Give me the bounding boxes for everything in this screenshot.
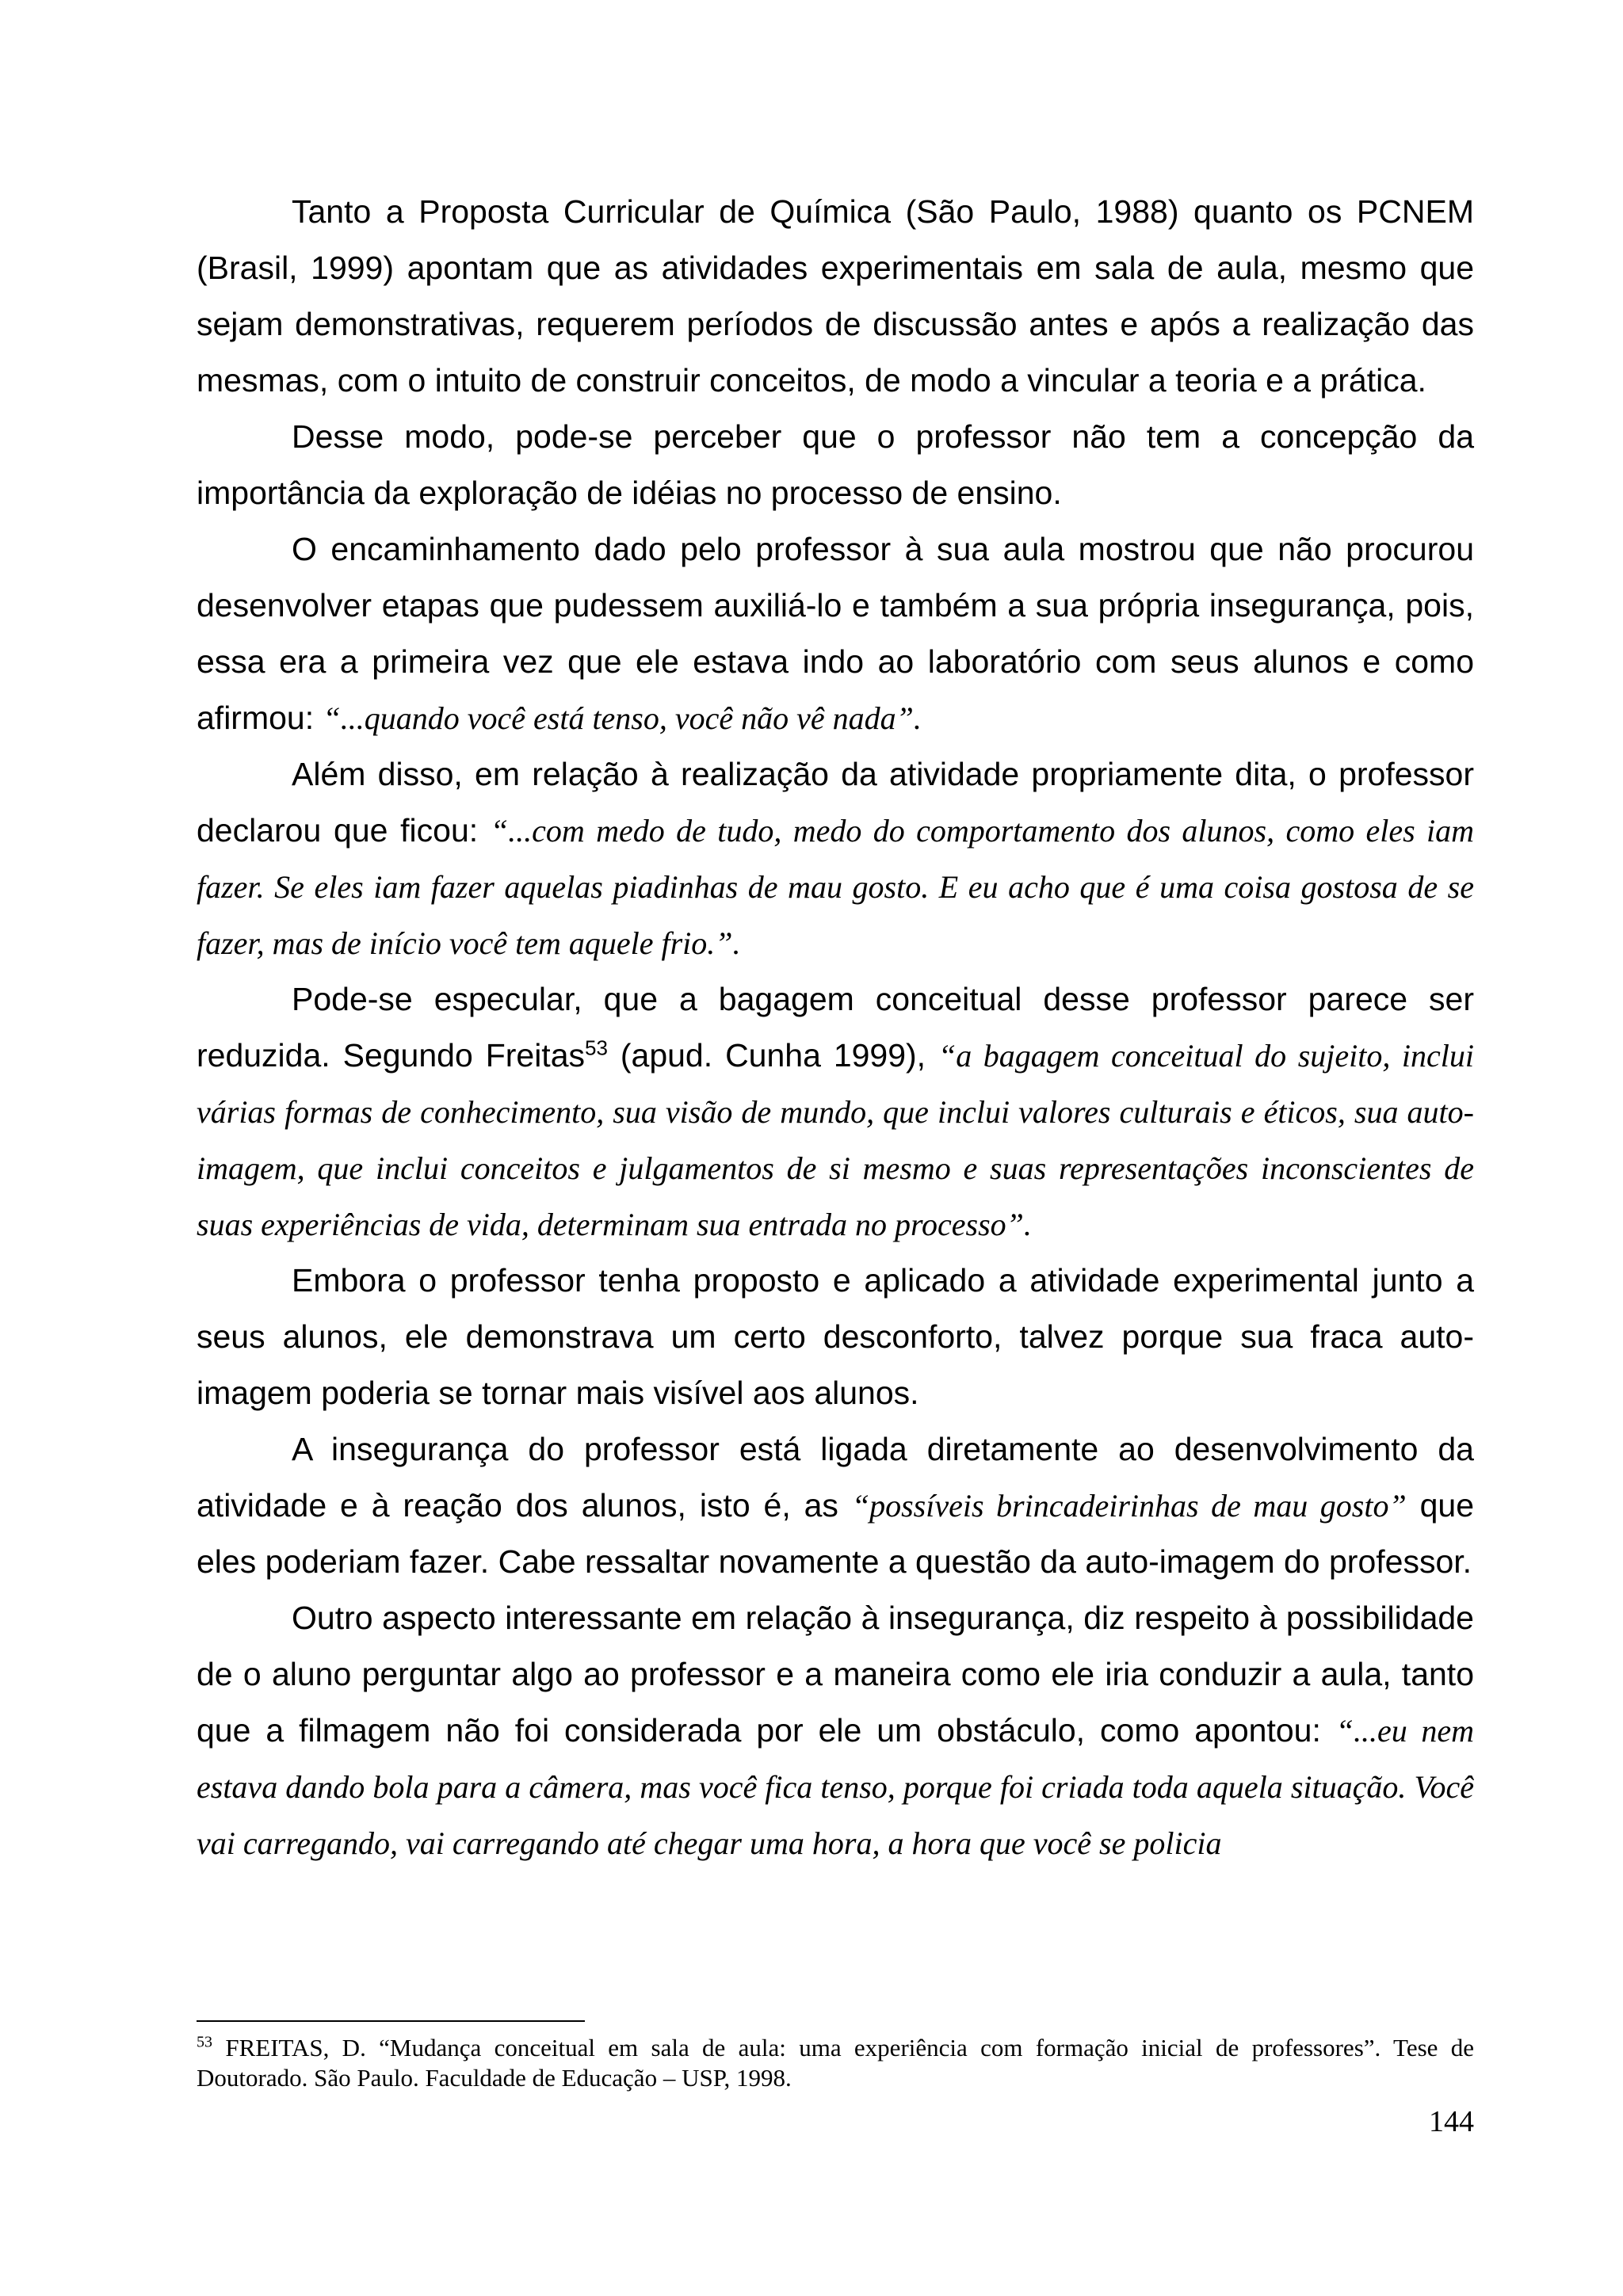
page-number: 144 (1429, 2105, 1474, 2138)
paragraph (197, 184, 1474, 409)
page-body (197, 184, 1474, 1871)
footnote (197, 2033, 1474, 2093)
paragraph (197, 409, 1474, 521)
paragraph-text: que eles poderiam fazer. Cabe ressaltar novamente a questão da auto-imagem do professor. (197, 1487, 1474, 1580)
paragraph (197, 746, 1474, 971)
paragraph (197, 971, 1474, 1253)
footnote-text: FREITAS, D. “Mudança conceitual em sala de aula: uma experiência com formação inicial de professores”. Tese de Doutorado. São Paulo. Faculdade de Educação – USP, 1998. (197, 2034, 1474, 2092)
footnote-reference: 53 (585, 1035, 608, 1060)
interview-quote: “...eu nem estava dando bola para a câmera, mas você fica tenso, porque foi criada toda aquela situação. Você vai carregando, vai carregando até chegar uma hora, a hora que você se policia (197, 1713, 1475, 1861)
paragraph-text: Outro aspecto interessante em relação à insegurança, diz respeito à possibilidade de o aluno perguntar algo ao professor e a maneira como ele iria conduzir a aula, tanto que a filmagem não foi considerada por ele um obstáculo, como apontou: (197, 1600, 1474, 1749)
paragraph-text: Desse modo, pode-se perceber que o professor não tem a concepção da importância da exploração de idéias no processo de ensino. (197, 418, 1474, 511)
paragraph-text: Além disso, em relação à realização da atividade propriamente dita, o professor declarou que ficou: (197, 756, 1474, 849)
interview-quote: “...com medo de tudo, medo do comportamento dos alunos, como eles iam fazer. Se eles iam fazer aquelas piadinhas de mau gosto. E eu acho que é uma coisa gostosa de se fazer, mas de início você tem aquele frio.”. (197, 813, 1474, 961)
paragraph (197, 1253, 1474, 1421)
paragraph-text: Pode-se especular, que a bagagem conceitual desse professor parece ser reduzida. Segundo Freitas (197, 981, 1474, 1074)
interview-quote: “...quando você está tenso, você não vê nada”. (323, 700, 922, 736)
footnote-number: 53 (197, 2033, 212, 2051)
citation-quote: “a bagagem conceitual do sujeito, inclui várias formas de conhecimento, sua visão de mundo, que inclui valores culturais e éticos, sua auto-imagem, que inclui conceitos e julgamentos de si mesmo e suas representações inconscientes de suas experiências de vida, determinam sua entrada no processo”. (197, 1038, 1474, 1242)
paragraph (197, 1421, 1474, 1590)
paragraph (197, 1590, 1474, 1871)
inline-quote: “possíveis brincadeirinhas de mau gosto” (851, 1488, 1407, 1524)
paragraph-text: A insegurança do professor está ligada diretamente ao desenvolvimento da atividade e à reação dos alunos, isto é, as (197, 1431, 1474, 1524)
paragraph-text: Embora o professor tenha proposto e aplicado a atividade experimental junto a seus alunos, ele demonstrava um certo desconforto, talvez porque sua fraca auto-imagem poderia se tornar mais visível aos alunos. (197, 1262, 1474, 1411)
paragraph (197, 521, 1474, 746)
paragraph-text: Tanto a Proposta Curricular de Química (São Paulo, 1988) quanto os PCNEM (Brasil, 1999) apontam que as atividades experimentais em sala de aula, mesmo que sejam demonstrativas, requerem períodos de discussão antes e após a realização das mesmas, com o intuito de construir conceitos, de modo a vincular a teoria e a prática. (197, 193, 1474, 399)
footnote-separator (197, 2020, 585, 2022)
paragraph-text: (apud. Cunha 1999), (607, 1037, 939, 1074)
paragraph-text: O encaminhamento dado pelo professor à sua aula mostrou que não procurou desenvolver etapas que pudessem auxiliá-lo e também a sua própria insegurança, pois, essa era a primeira vez que ele estava indo ao laboratório com seus alunos e como afirmou: (197, 531, 1474, 736)
